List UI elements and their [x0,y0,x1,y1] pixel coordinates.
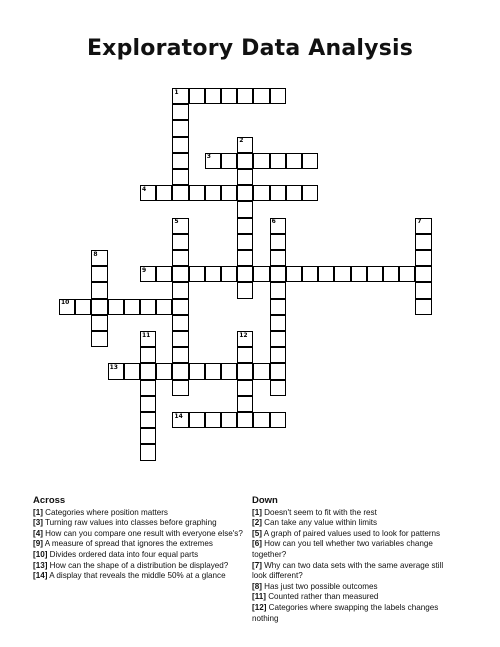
clue-number-label: [12] [252,602,267,612]
grid-cell[interactable] [189,266,205,282]
grid-cell[interactable] [172,266,188,282]
grid-cell[interactable] [156,299,172,315]
grid-cell[interactable] [172,380,188,396]
clue-text: How can you compare one result with everyone else's? [42,528,243,538]
clue-number-label: [5] [252,528,262,538]
grid-cell[interactable] [140,444,156,460]
grid-cell[interactable] [91,315,107,331]
grid-cell[interactable] [172,363,188,379]
grid-cell[interactable] [189,412,205,428]
grid-cell[interactable] [237,266,253,282]
grid-cell[interactable] [302,185,318,201]
clue-number-label: [10] [33,549,48,559]
grid-cell[interactable] [415,282,431,298]
clue-text: A display that reveals the middle 50% at a glance [47,571,226,581]
clue-number: 5 [174,218,179,226]
grid-cell[interactable] [205,88,221,104]
clue-number-label: [1] [33,507,43,517]
clue-text: How can the shape of a distribution be displayed? [47,560,229,570]
grid-cell[interactable] [237,380,253,396]
clue-number-label: [13] [33,560,48,570]
clue-item [33,508,248,519]
grid-cell[interactable] [237,282,253,298]
grid-cell[interactable] [253,153,269,169]
clue-number: 8 [93,250,98,258]
clue-item [33,529,248,540]
grid-cell[interactable] [140,412,156,428]
grid-cell[interactable] [108,299,124,315]
across-clue-list [33,508,248,582]
clue-number-label: [8] [252,581,262,591]
grid-cell[interactable] [270,250,286,266]
grid-cell[interactable] [221,412,237,428]
grid-cell[interactable] [270,380,286,396]
grid-cell[interactable] [189,185,205,201]
grid-cell[interactable] [237,396,253,412]
grid-cell[interactable] [172,299,188,315]
clue-item [252,582,457,593]
grid-cell[interactable] [237,185,253,201]
grid-cell[interactable] [286,266,302,282]
clue-number-label: [7] [252,560,262,570]
grid-cell[interactable] [124,299,140,315]
grid-cell[interactable] [286,153,302,169]
clue-number-label: [9] [33,539,43,549]
clue-number-label: [2] [252,518,262,528]
grid-cell[interactable] [302,153,318,169]
clue-number-label: [6] [252,539,262,549]
clue-number: 7 [417,218,422,226]
across-heading: Across [33,495,66,506]
clue-text: Can take any value within limits [261,518,378,528]
grid-cell[interactable] [189,88,205,104]
grid-cell[interactable] [205,185,221,201]
down-heading: Down [252,495,278,506]
clue-item [33,571,248,582]
grid-cell[interactable] [302,266,318,282]
grid-cell[interactable] [140,428,156,444]
grid-cell[interactable] [237,234,253,250]
clue-item [252,518,457,529]
clue-number: 9 [142,266,147,274]
grid-cell[interactable] [318,266,334,282]
clue-number: 11 [142,331,151,339]
grid-cell[interactable] [237,250,253,266]
clue-number: 13 [109,363,118,371]
grid-cell[interactable] [172,331,188,347]
grid-cell[interactable] [237,153,253,169]
clue-item [252,592,457,603]
grid-cell[interactable] [415,250,431,266]
grid-cell[interactable] [237,218,253,234]
grid-cell[interactable] [91,282,107,298]
grid-cell[interactable] [237,363,253,379]
grid-cell[interactable] [156,266,172,282]
clue-text: Categories where swapping the labels changes nothing [252,602,439,623]
clue-item [33,539,248,550]
clue-number-label: [3] [33,518,43,528]
grid-cell[interactable] [221,153,237,169]
grid-cell[interactable] [156,185,172,201]
grid-cell[interactable] [221,185,237,201]
grid-cell[interactable] [253,412,269,428]
clue-number: 6 [271,218,276,226]
clue-text: Divides ordered data into four equal parts [47,549,199,559]
grid-cell[interactable] [270,331,286,347]
grid-cell[interactable] [237,201,253,217]
grid-cell[interactable] [172,315,188,331]
clue-text: How can you tell whether two variables change together? [252,539,433,559]
grid-cell[interactable] [172,120,188,136]
grid-cell[interactable] [172,347,188,363]
clue-item [252,529,457,540]
grid-cell[interactable] [237,88,253,104]
grid-cell[interactable] [172,282,188,298]
grid-cell[interactable] [270,299,286,315]
grid-cell[interactable] [172,104,188,120]
page-title: Exploratory Data Analysis [86,36,414,61]
down-clues [252,496,457,624]
grid-cell[interactable] [415,266,431,282]
clue-number-label: [4] [33,528,43,538]
grid-cell[interactable] [399,266,415,282]
grid-cell[interactable] [221,88,237,104]
grid-cell[interactable] [205,363,221,379]
grid-cell[interactable] [270,347,286,363]
grid-cell[interactable] [140,380,156,396]
grid-cell[interactable] [237,412,253,428]
grid-cell[interactable] [253,266,269,282]
grid-cell[interactable] [140,299,156,315]
grid-cell[interactable] [415,234,431,250]
across-clues [33,496,248,582]
grid-cell[interactable] [172,153,188,169]
clue-item [33,550,248,561]
grid-cell[interactable] [172,169,188,185]
grid-cell[interactable] [124,363,140,379]
grid-cell[interactable] [415,299,431,315]
down-clue-list [252,508,457,625]
clue-text: Categories where position matters [42,507,168,517]
grid-cell[interactable] [237,347,253,363]
grid-cell[interactable] [286,185,302,201]
grid-cell[interactable] [270,315,286,331]
grid-cell[interactable] [253,185,269,201]
grid-cell[interactable] [172,234,188,250]
grid-cell[interactable] [221,363,237,379]
clue-item [33,518,248,529]
clue-item [252,603,457,624]
grid-cell[interactable] [270,282,286,298]
clue-number-label: [1] [252,507,262,517]
grid-cell[interactable] [253,88,269,104]
clue-number: 10 [61,299,70,307]
grid-cell[interactable] [156,363,172,379]
grid-cell[interactable] [270,185,286,201]
clue-number: 3 [206,153,211,161]
clue-number: 12 [239,331,248,339]
clue-text: A graph of paired values used to look for patterns [261,528,441,538]
grid-cell[interactable] [270,266,286,282]
clue-number-label: [14] [33,571,48,581]
clue-text: Counted rather than measured [265,592,379,602]
grid-cell[interactable] [237,169,253,185]
grid-cell[interactable] [91,331,107,347]
grid-cell[interactable] [253,363,269,379]
grid-cell[interactable] [140,396,156,412]
clue-item [252,561,457,582]
clue-item [252,508,457,519]
grid-cell[interactable] [270,363,286,379]
grid-cell[interactable] [205,266,221,282]
clue-text: A measure of spread that ignores the extremes [42,539,213,549]
grid-cell[interactable] [91,299,107,315]
clue-item [33,561,248,572]
clue-number: 4 [142,185,147,193]
grid-cell[interactable] [270,412,286,428]
grid-cell[interactable] [205,412,221,428]
clue-number: 14 [174,412,183,420]
grid-cell[interactable] [270,234,286,250]
clue-number: 1 [174,88,179,96]
clue-text: Has just two possible outcomes [261,581,378,591]
clue-text: Doesn't seem to fit with the rest [261,507,377,517]
clue-text: Turning raw values into classes before graphing [42,518,217,528]
grid-cell[interactable] [140,347,156,363]
grid-cell[interactable] [367,266,383,282]
grid-cell[interactable] [140,363,156,379]
grid-cell[interactable] [221,266,237,282]
clue-number: 2 [239,137,244,145]
grid-cell[interactable] [172,137,188,153]
grid-cell[interactable] [75,299,91,315]
grid-cell[interactable] [334,266,350,282]
clue-item [252,539,457,560]
grid-cell[interactable] [172,185,188,201]
clue-text: Why can two data sets with the same average still look different? [252,560,444,581]
grid-cell[interactable] [351,266,367,282]
grid-cell[interactable] [270,88,286,104]
grid-cell[interactable] [91,266,107,282]
grid-cell[interactable] [270,153,286,169]
grid-cell[interactable] [189,363,205,379]
clue-number-label: [11] [252,592,266,602]
grid-cell[interactable] [172,250,188,266]
grid-cell[interactable] [383,266,399,282]
